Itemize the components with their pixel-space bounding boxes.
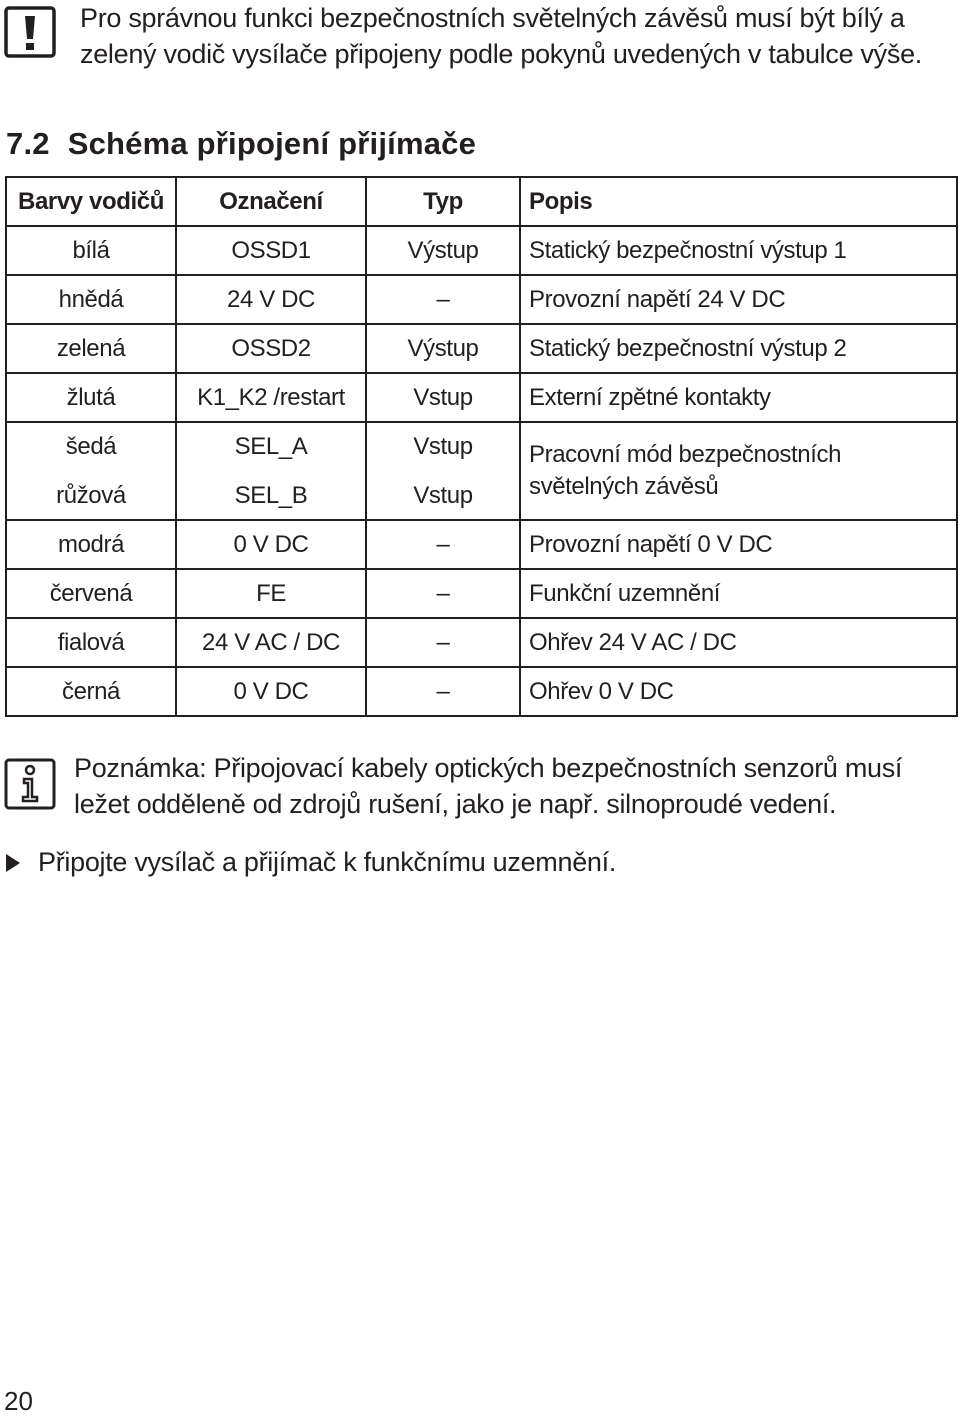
table-row (6, 226, 957, 275)
section-heading (6, 124, 476, 164)
cell-description: Statický bezpečnostní výstup 2 (520, 324, 957, 373)
table-row (6, 373, 957, 422)
cell-description: Ohřev 0 V DC (520, 667, 957, 716)
cell-color: šedá (6, 422, 176, 471)
note-block (4, 748, 954, 828)
cell-color: červená (6, 569, 176, 618)
cell-color: fialová (6, 618, 176, 667)
cell-designation: SEL_A (176, 422, 366, 471)
table-row (6, 569, 957, 618)
cell-designation: 24 V DC (176, 275, 366, 324)
triangle-bullet-icon (6, 854, 20, 872)
table-row (6, 667, 957, 716)
cell-description: Externí zpětné kontakty (520, 373, 957, 422)
cell-type: – (366, 667, 520, 716)
cell-description: Provozní napětí 0 V DC (520, 520, 957, 569)
table-row (6, 324, 957, 373)
cell-designation: OSSD1 (176, 226, 366, 275)
header-description: Popis (520, 177, 957, 226)
cell-designation: OSSD2 (176, 324, 366, 373)
cell-color: černá (6, 667, 176, 716)
section-title: Schéma připojení přijímače (67, 126, 477, 161)
cell-designation: FE (176, 569, 366, 618)
header-type: Typ (366, 177, 520, 226)
cell-description: Ohřev 24 V AC / DC (520, 618, 957, 667)
cell-type: Vstup (366, 373, 520, 422)
cell-designation: 24 V AC / DC (176, 618, 366, 667)
exclamation-box-icon (4, 6, 56, 58)
cell-designation: SEL_B (176, 471, 366, 520)
cell-type: Vstup (366, 422, 520, 471)
cell-description: Provozní napětí 24 V DC (520, 275, 957, 324)
header-designation: Označení (176, 177, 366, 226)
cell-type: Výstup (366, 226, 520, 275)
table-row (6, 422, 957, 471)
cell-description: Funkční uzemnění (520, 569, 957, 618)
cell-color: růžová (6, 471, 176, 520)
instruction-text: Připojte vysílač a přijímač k funkčnímu uzemnění. (38, 847, 617, 877)
cell-type: – (366, 275, 520, 324)
cell-color: zelená (6, 324, 176, 373)
cell-type: – (366, 520, 520, 569)
table-row (6, 520, 957, 569)
cell-type: – (366, 569, 520, 618)
cell-color: hnědá (6, 275, 176, 324)
info-box-icon (4, 758, 56, 810)
header-wire-colors: Barvy vodičů (6, 177, 176, 226)
warning-text: Pro správnou funkci bezpečnostních světelných závěsů musí být bílý a zelený vodič vysílače připojeny podle pokynů uvedených v tabulce výše. (80, 3, 922, 69)
cell-type: Výstup (366, 324, 520, 373)
cell-designation: 0 V DC (176, 520, 366, 569)
instruction-step (6, 844, 616, 880)
page-number: 20 (4, 1386, 33, 1416)
cell-type: Vstup (366, 471, 520, 520)
table-header-row (6, 177, 957, 226)
cell-color: žlutá (6, 373, 176, 422)
table-row (6, 275, 957, 324)
cell-color: modrá (6, 520, 176, 569)
cell-designation: 0 V DC (176, 667, 366, 716)
section-number: 7.2 (6, 126, 50, 161)
warning-block (4, 0, 954, 80)
cell-description: Pracovní mód bezpečnostních světelných závěsů (520, 422, 957, 520)
cell-type: – (366, 618, 520, 667)
note-text: Poznámka: Připojovací kabely optických bezpečnostních senzorů musí ležet odděleně od zdrojů rušení, jako je např. silnoproudé vedení. (74, 753, 903, 819)
cell-color: bílá (6, 226, 176, 275)
cell-description: Statický bezpečnostní výstup 1 (520, 226, 957, 275)
wiring-table (5, 176, 958, 717)
table-row (6, 618, 957, 667)
cell-designation: K1_K2 /restart (176, 373, 366, 422)
